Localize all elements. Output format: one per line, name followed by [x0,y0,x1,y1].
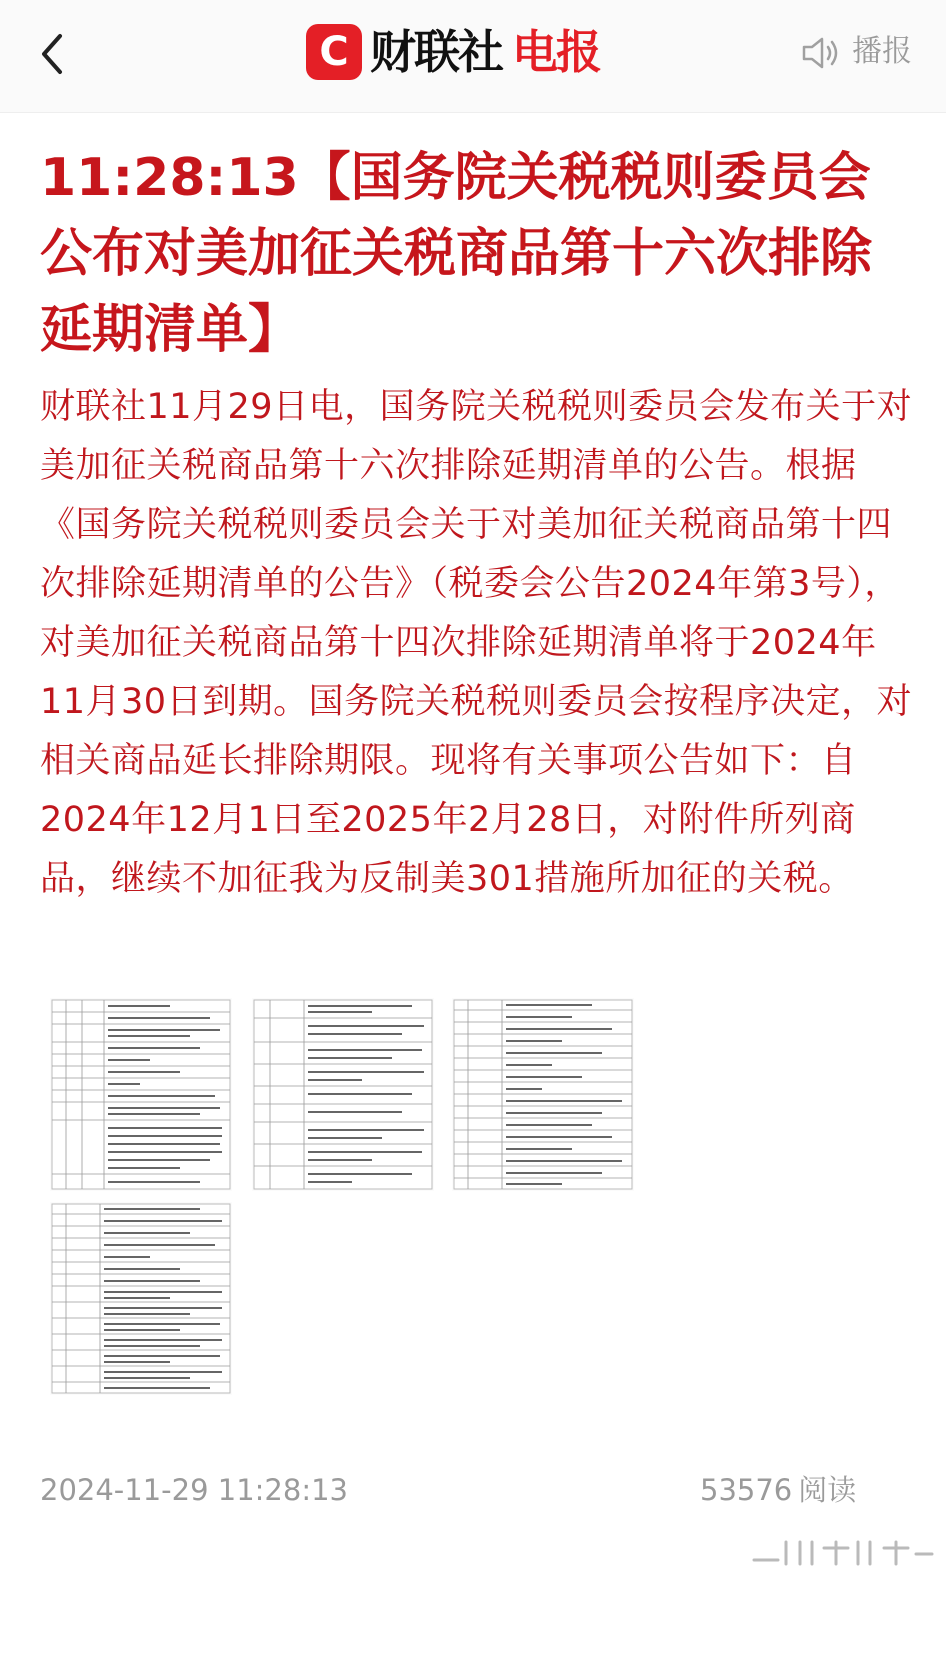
publish-timestamp: 2024-11-29 11:28:13 [40,1473,348,1507]
logo-accent-text: 电报 [512,25,600,79]
article-body: 财联社11月29日电，国务院关税税则委员会发布关于对美加征关税商品第十六次排除延期清单的公告。根据《国务院关税税则委员会关于对美加征关税商品第十四次排除延期清单的公告》（税委会公告2024年第3号），对美加征关税商品第十四次排除延期清单将于2024年11月30日到期。国务院关税税则委员会按程序决定，对相关商品延长排除期限。现将有关事项公告如下：自2024年12月1日至2025年2月28日，对附件所列商品，继续不加征我为反制美301措施所加征的关税。 [40,387,913,899]
speaker-icon [800,34,842,72]
logo-mark: C [306,24,362,80]
read-count-label: 阅读 [798,1473,857,1507]
back-button[interactable] [30,22,78,86]
attachment-thumbnail-4[interactable] [50,1202,232,1395]
watermark-icon [748,1534,938,1570]
attachment-thumbnail-1[interactable] [50,998,232,1191]
article-title: 11:28:13【国务院关税税则委员会公布对美加征关税商品第十六次排除延期清单】 [40,148,873,360]
document-page-icon [50,998,232,1191]
broadcast-label: 播报 [852,34,912,69]
chevron-left-icon [30,22,78,86]
document-page-icon [252,998,434,1191]
document-page-icon [452,998,634,1191]
logo-brand-text: 财联社 [370,25,502,79]
read-count-value: 53576 [700,1473,793,1507]
document-page-icon [50,1202,232,1395]
attachment-thumbnail-2[interactable] [252,998,434,1191]
attachment-thumbnail-3[interactable] [452,998,634,1191]
read-count [700,1470,856,1510]
top-bar [0,0,946,113]
